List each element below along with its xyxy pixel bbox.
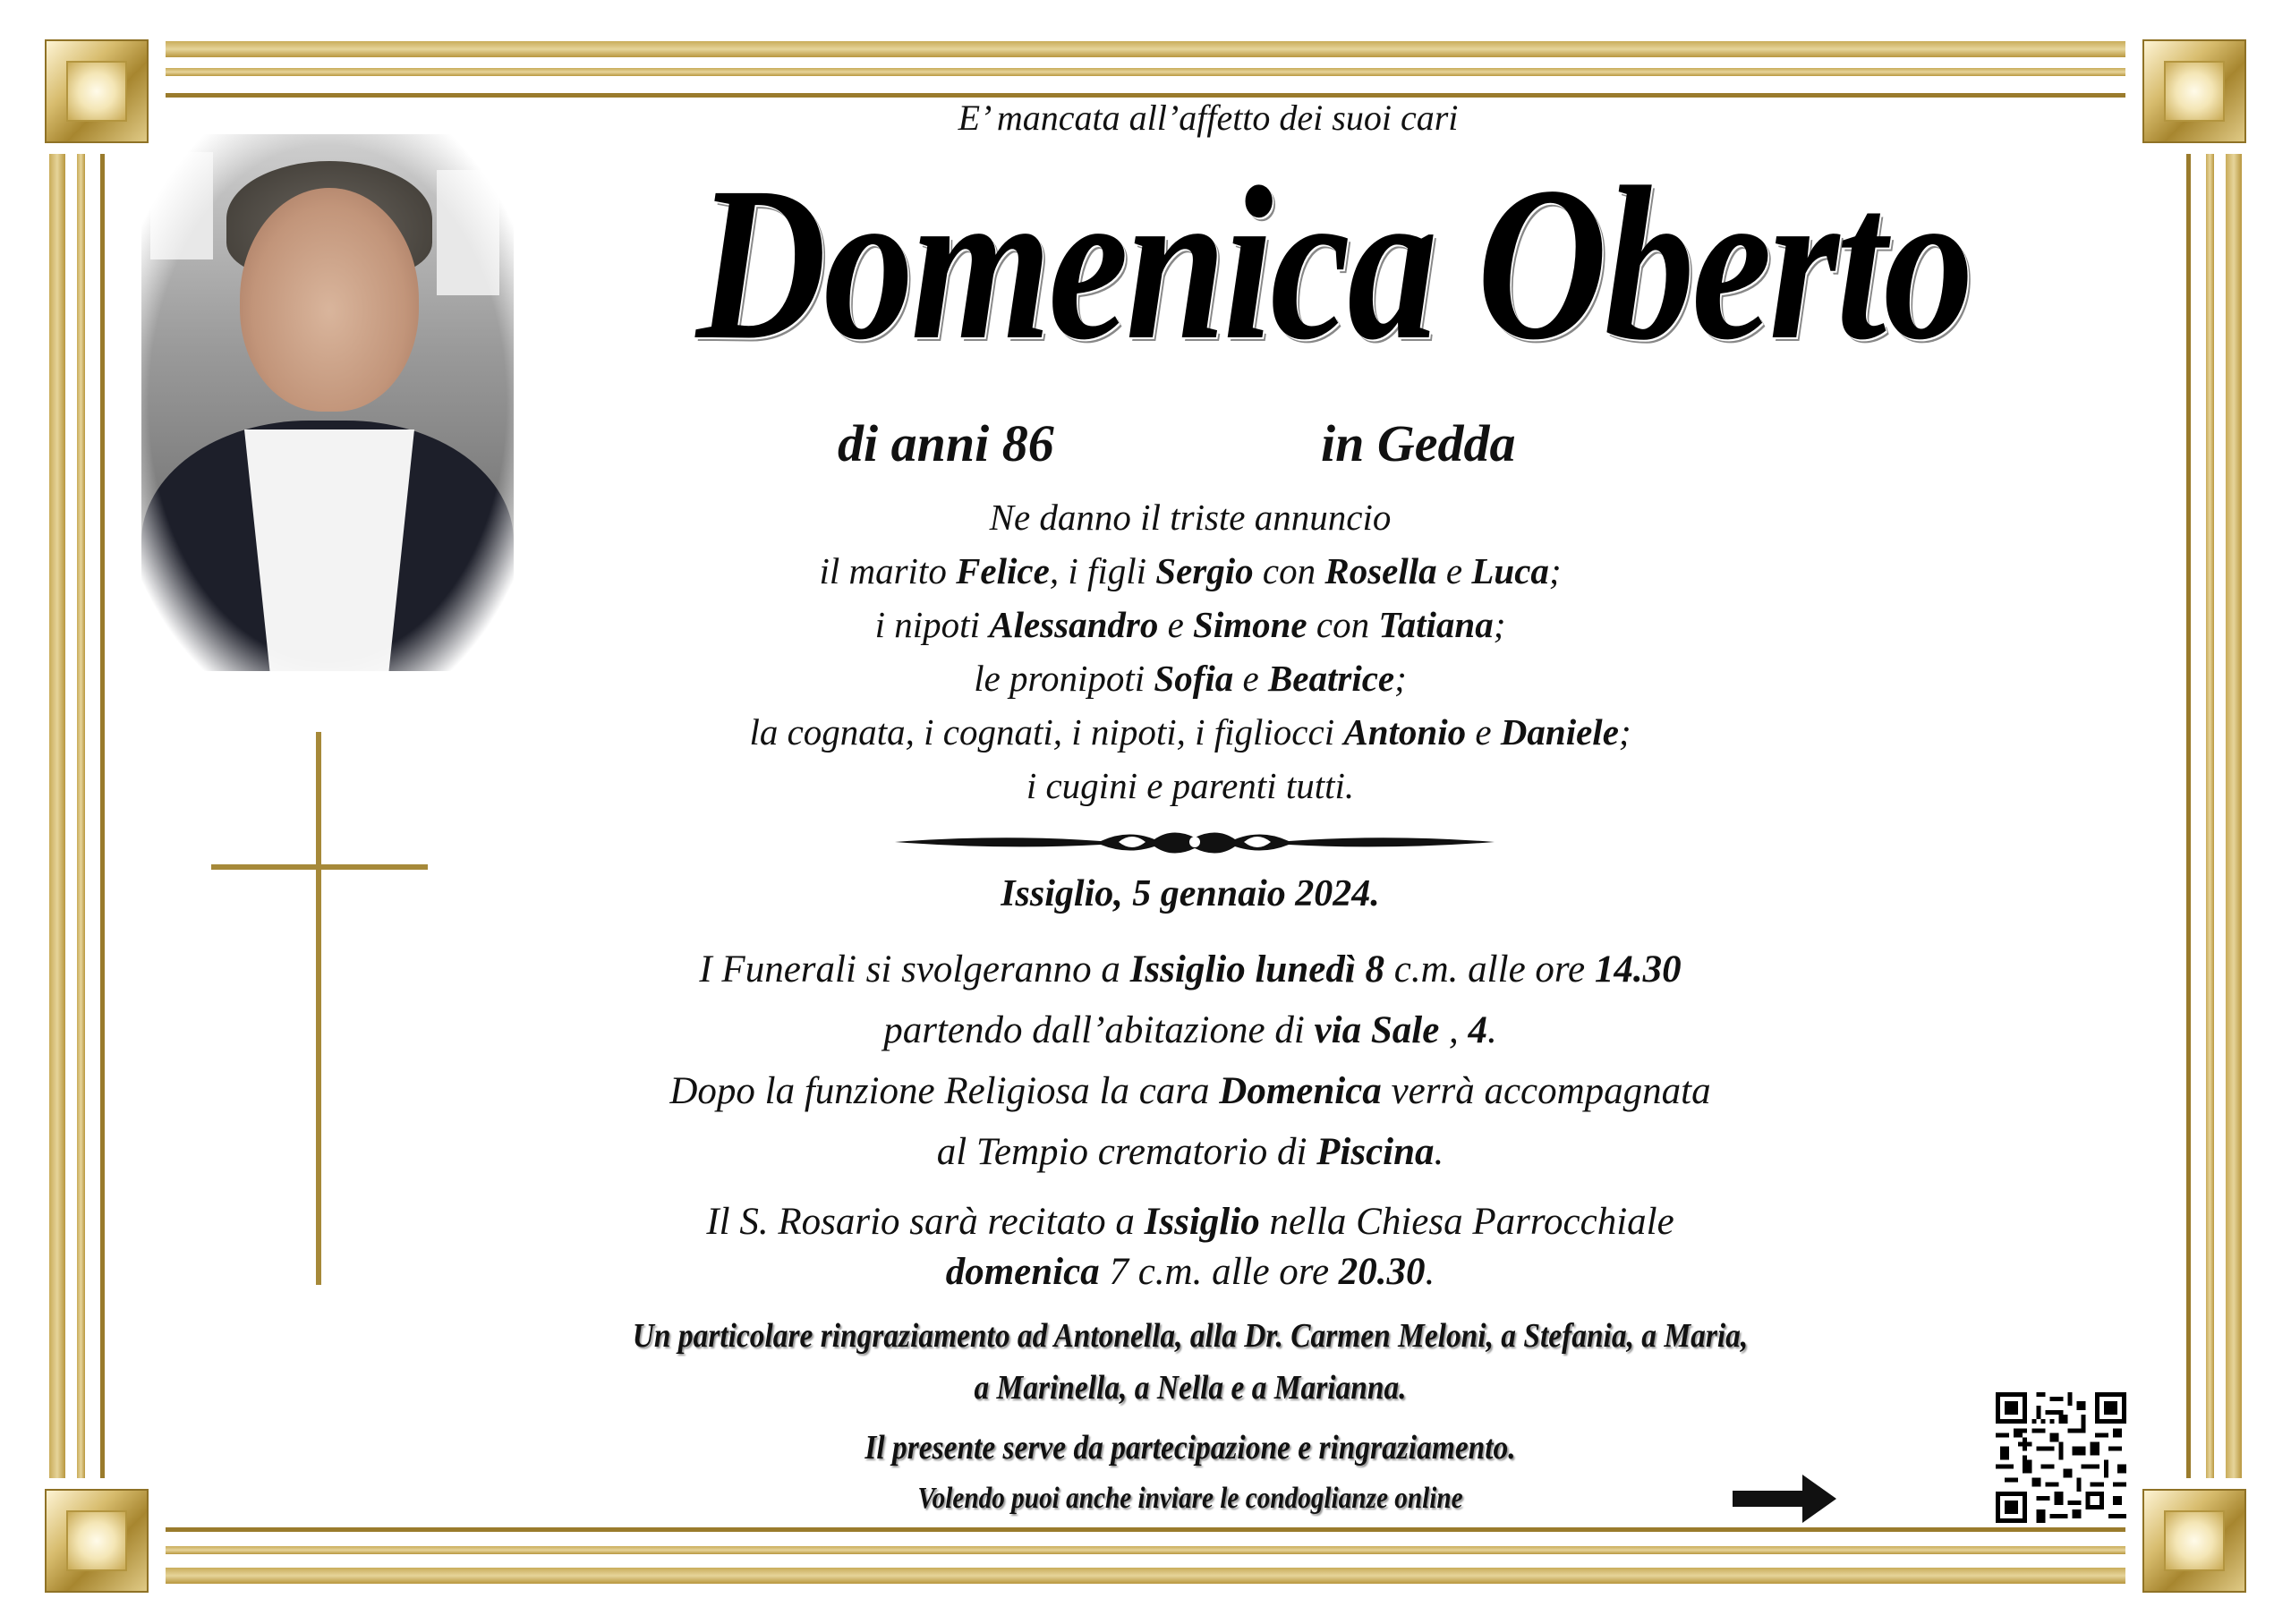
frame-right-outer [2226,154,2242,1478]
announcement [537,490,1844,812]
corner-ornament-top-left [45,39,149,143]
intro-text: E’ mancata all’affetto dei suoi cari [958,98,1459,138]
frame-bottom-mid [166,1546,2125,1554]
cross-icon-arm [211,864,428,870]
arrow-right-icon [1733,1473,1838,1525]
frame-top-outer [166,41,2125,57]
age-text: di anni 86 [838,414,1054,472]
frame-left-inner [100,154,105,1478]
online-condolences-text [519,1482,1861,1516]
deceased-name: Domenica Oberto [695,142,1972,386]
rosary-line-1: Il S. Rosario sarà recitato a Issiglio nella Chiesa Parrocchiale [706,1201,1674,1243]
cross-icon [316,732,321,1285]
funeral-line-2: partendo dall’abitazione di via Sale , 4. [883,1009,1497,1051]
married-name-text: in Gedda [1321,414,1516,472]
frame-right-inner [2186,154,2191,1478]
announce-line-2: il marito Felice, i figli Sergio con Rosella e Luca; [819,550,1562,591]
thanks-line-2: a Marinella, a Nella e a Marianna. [974,1369,1407,1407]
announce-line-3: i nipoti Alessandro e Simone con Tatiana; [874,604,1506,645]
announce-line-1: Ne danno il triste annuncio [989,497,1392,538]
corner-ornament-top-right [2142,39,2246,143]
announce-line-6: i cugini e parenti tutti. [1026,765,1355,806]
notice-line: Il presente serve da partecipazione e ringraziamento. [864,1429,1516,1467]
frame-top-mid [166,68,2125,76]
rosary-info [501,1197,1879,1297]
funeral-line-3: Dopo la funzione Religiosa la cara Domenica verrà accompagnata [669,1070,1711,1112]
funeral-info [501,940,1879,1183]
frame-left-outer [49,154,65,1478]
corner-ornament-bottom-right [2142,1489,2246,1593]
date-text: Issiglio, 5 gennaio 2024. [1001,873,1380,914]
qr-code-icon[interactable] [1996,1392,2126,1523]
frame-right-mid [2206,154,2214,1478]
frame-left-mid [77,154,85,1478]
thanks-line-1: Un particolare ringraziamento ad Antonella, alla Dr. Carmen Meloni, a Stefania, a Maria, [632,1317,1749,1355]
announce-line-5: la cognata, i cognati, i nipoti, i figliocci Antonio e Daniele; [749,711,1631,752]
frame-bottom-outer [166,1568,2125,1584]
rosary-line-2: domenica 7 c.m. alle ore 20.30. [945,1251,1435,1293]
funeral-line-1: I Funerali si svolgeranno a Issiglio lunedì 8 c.m. alle ore 14.30 [699,948,1682,991]
corner-ornament-bottom-left [45,1489,149,1593]
funeral-line-4: al Tempio crematorio di Piscina. [936,1131,1444,1173]
portrait-photo [141,134,514,671]
frame-bottom-inner [166,1527,2125,1532]
notice-text [430,1428,1951,1467]
thanks-block [430,1310,1951,1414]
online-line: Volendo puoi anche inviare le condoglianze online [917,1482,1463,1515]
announce-line-4: le pronipoti Sofia e Beatrice; [974,658,1407,699]
ornament-divider [895,821,1495,863]
